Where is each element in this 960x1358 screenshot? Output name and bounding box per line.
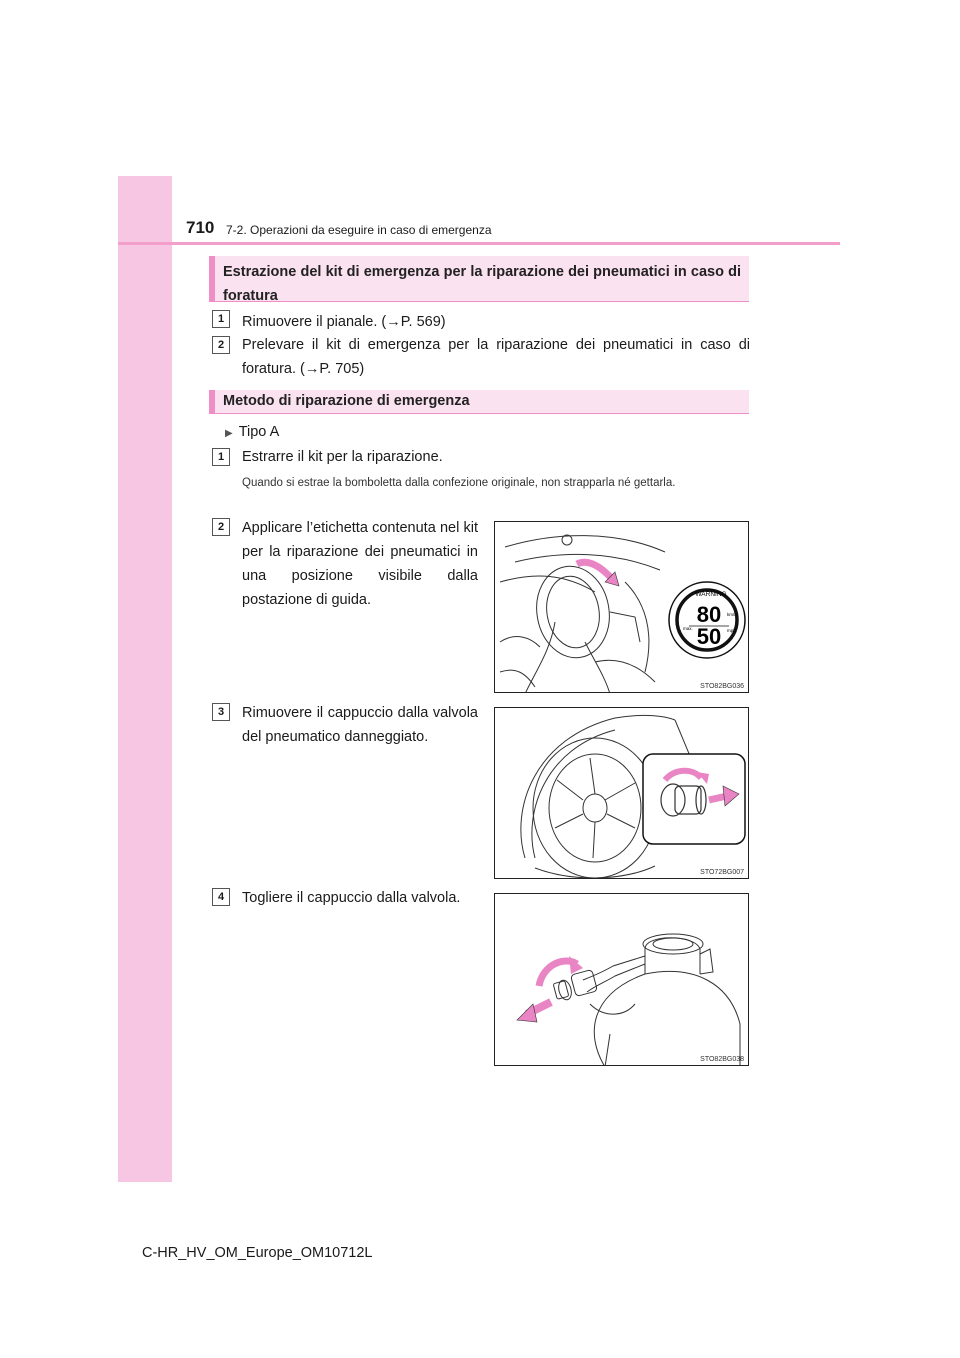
max-label: max.: [683, 626, 693, 631]
side-tab: [118, 176, 172, 1182]
step-text: Togliere il cappuccio dalla valvola.: [242, 890, 461, 906]
step-number: 4: [212, 888, 230, 906]
figure-bottle-cap: [494, 893, 749, 1066]
step-number: 1: [212, 310, 230, 328]
figure-valve-cap-wheel: [494, 707, 749, 879]
bottle-illustration: [495, 894, 749, 1066]
speed-mph: 50: [696, 624, 722, 649]
step-note: Quando si estrae la bomboletta dalla confezione originale, non strapparla né gettarla.: [242, 477, 676, 489]
step-number: 1: [212, 448, 230, 466]
unit-kmh: km/h: [727, 612, 737, 617]
type-label: [225, 420, 279, 446]
figure-label-placement: [494, 521, 749, 693]
step-text: Rimuovere il pianale. (→P. 569): [242, 314, 446, 330]
warning-text: WARNING: [695, 591, 727, 598]
section-heading-kit-extraction: Estrazione del kit di emergenza per la riparazione dei pneumatici in caso di foratura: [209, 256, 749, 302]
step-number: 2: [212, 518, 230, 536]
step-text: Prelevare il kit di emergenza per la riparazione dei pneumatici in caso di foratura. (→P. 705): [242, 337, 750, 377]
unit-mph: mph: [727, 628, 736, 633]
triangle-bullet-icon: ▶: [225, 428, 233, 439]
figure-code: STO82BG038: [700, 1056, 744, 1063]
speed-kmh: 80: [696, 602, 722, 627]
chapter-title: 7-2. Operazioni da eseguire in caso di emergenza: [226, 223, 492, 237]
type-label-text: Tipo A: [238, 424, 280, 440]
header-rule: [118, 242, 840, 245]
document-footer: C-HR_HV_OM_Europe_OM10712L: [142, 1245, 373, 1261]
section-heading-repair-method: Metodo di riparazione di emergenza: [209, 390, 749, 414]
figure-code: STO82BG036: [700, 683, 744, 690]
dashboard-illustration: [495, 522, 749, 693]
page-number: 710: [186, 218, 215, 237]
wheel-illustration: [495, 708, 749, 879]
step-text: Estrarre il kit per la riparazione.: [242, 449, 443, 465]
figure-code: STO72BG007: [700, 869, 744, 876]
step-text: Rimuovere il cappuccio dalla valvola del pneumatico danneggiato.: [242, 705, 478, 745]
step-text: Applicare l’etichetta contenuta nel kit per la riparazione dei pneumatici in una posizione visibile dalla postazione di guida.: [242, 520, 478, 608]
step-number: 2: [212, 336, 230, 354]
step-number: 3: [212, 703, 230, 721]
